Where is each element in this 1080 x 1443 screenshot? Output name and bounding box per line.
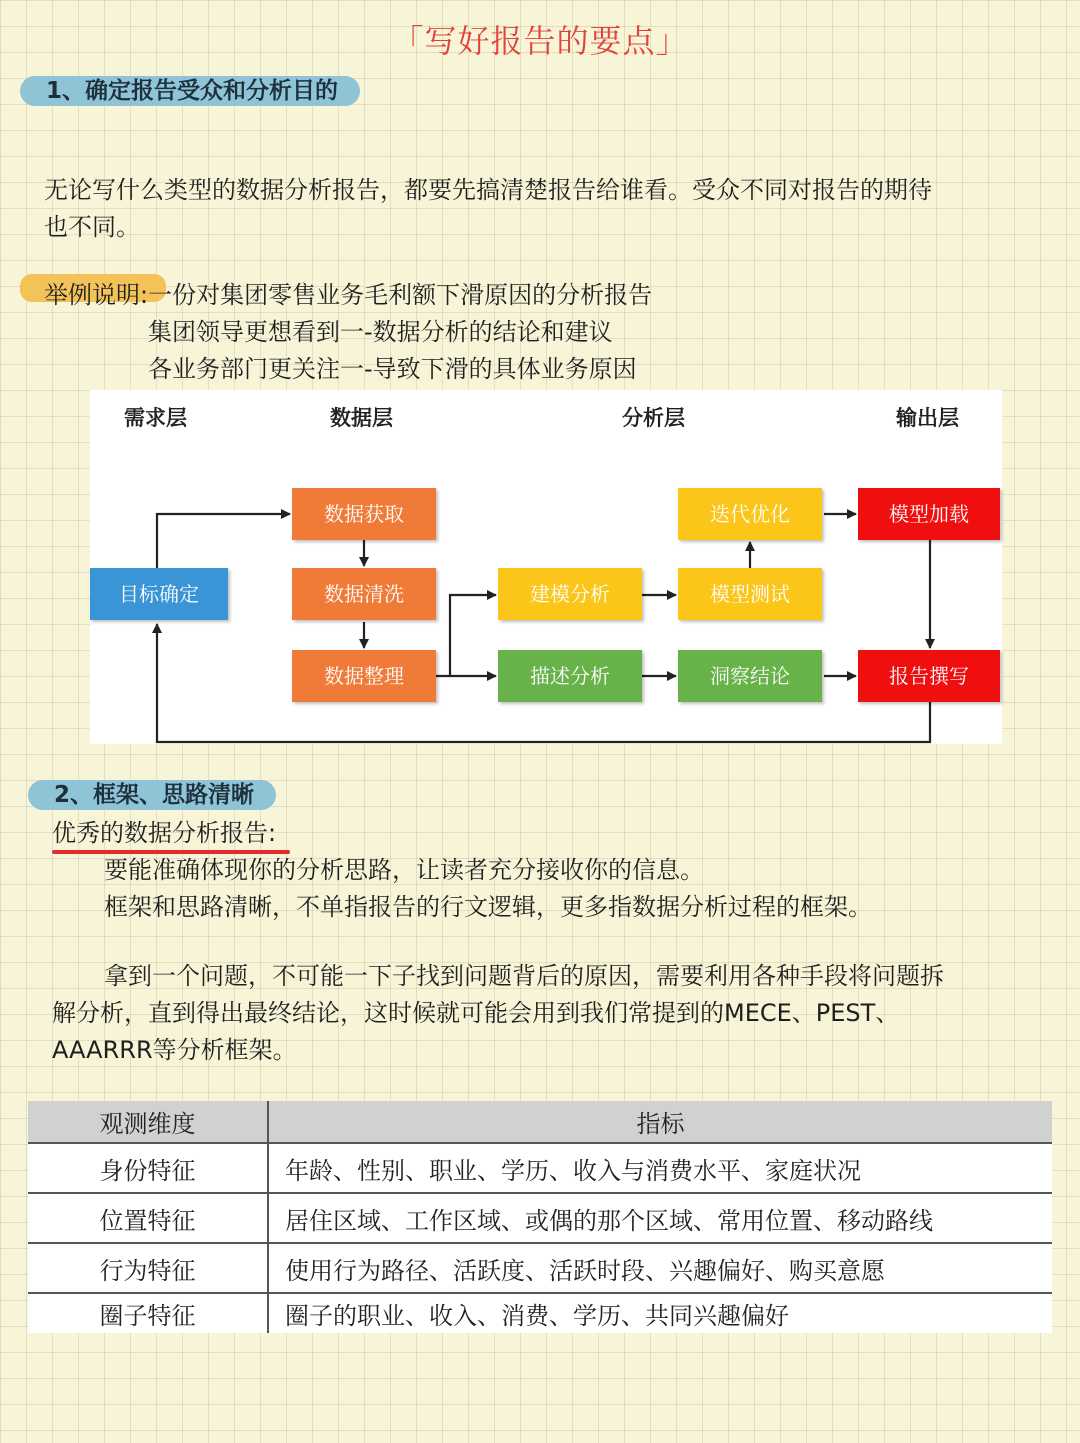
page-title: 「写好报告的要点」: [391, 22, 689, 60]
paragraph-line: AAARRR等分析框架。: [52, 1036, 297, 1064]
section-2-line: 框架和思路清晰，不单指报告的行文逻辑，更多指数据分析过程的框架。: [104, 893, 872, 921]
box-load: 模型加载: [858, 488, 1000, 540]
box-report: 报告撰写: [858, 650, 1000, 702]
table-cell-dimension: 行为特征: [28, 1243, 268, 1293]
analysis-flow-diagram: [90, 390, 1002, 744]
section-1-paragraph: [44, 172, 1044, 246]
example-text: 一份对集团零售业务毛利额下滑原因的分析报告: [148, 281, 653, 309]
table-row: [28, 1293, 1052, 1333]
table-row: [28, 1143, 1052, 1193]
paragraph-line: 解分析，直到得出最终结论，这时候就可能会用到我们常提到的MECE、PEST、: [52, 999, 900, 1027]
section-2-subheading: 优秀的数据分析报告:: [52, 819, 277, 847]
arrow-organize-to-modeling: [450, 595, 496, 676]
section-2-line: 要能准确体现你的分析思路，让读者充分接收你的信息。: [104, 856, 704, 884]
paragraph-line: 无论写什么类型的数据分析报告，都要先搞清楚报告给谁看。受众不同对报告的期待: [44, 176, 932, 204]
table-row: [28, 1193, 1052, 1243]
layer-label-analysis: 分析层: [622, 406, 685, 430]
box-clean: 数据清洗: [292, 568, 436, 620]
example-line: 集团领导更想看到一-数据分析的结论和建议: [148, 318, 613, 346]
box-modeling: 建模分析: [498, 568, 642, 620]
table-cell-metrics: 圈子的职业、收入、消费、学历、共同兴趣偏好: [268, 1293, 1052, 1333]
table-header-row: [28, 1101, 1052, 1143]
layer-label-demand: 需求层: [124, 406, 187, 430]
layer-label-data: 数据层: [330, 406, 393, 430]
section-2-heading: 2、框架、思路清晰: [28, 780, 276, 810]
box-organize: 数据整理: [292, 650, 436, 702]
column-header: 观测维度: [28, 1101, 268, 1143]
section-1-heading: 1、确定报告受众和分析目的: [20, 76, 360, 106]
box-goal: 目标确定: [90, 568, 228, 620]
box-iterate: 迭代优化: [678, 488, 822, 540]
table-cell-metrics: 年龄、性别、职业、学历、收入与消费水平、家庭状况: [268, 1143, 1052, 1193]
table-cell-dimension: 圈子特征: [28, 1293, 268, 1333]
column-header: 指标: [268, 1101, 1052, 1143]
example-label: 举例说明:: [44, 281, 149, 309]
table-cell-metrics: 使用行为路径、活跃度、活跃时段、兴趣偏好、购买意愿: [268, 1243, 1052, 1293]
example-line: [44, 277, 652, 314]
paragraph-line: 拿到一个问题，不可能一下子找到问题背后的原因，需要利用各种手段将问题拆: [104, 962, 944, 990]
table-cell-dimension: 身份特征: [28, 1143, 268, 1193]
box-model-test: 模型测试: [678, 568, 822, 620]
section-2-paragraph: [52, 958, 1052, 1069]
paragraph-line: 也不同。: [44, 213, 140, 241]
box-describe: 描述分析: [498, 650, 642, 702]
metrics-table: [28, 1101, 1052, 1333]
table-row: [28, 1243, 1052, 1293]
example-line: 各业务部门更关注一-导致下滑的具体业务原因: [148, 355, 637, 383]
arrow-goal-to-acquire: [157, 514, 290, 568]
box-acquire: 数据获取: [292, 488, 436, 540]
table-cell-metrics: 居住区域、工作区域、或偶的那个区域、常用位置、移动路线: [268, 1193, 1052, 1243]
layer-label-output: 输出层: [896, 406, 959, 430]
table-cell-dimension: 位置特征: [28, 1193, 268, 1243]
box-insight: 洞察结论: [678, 650, 822, 702]
